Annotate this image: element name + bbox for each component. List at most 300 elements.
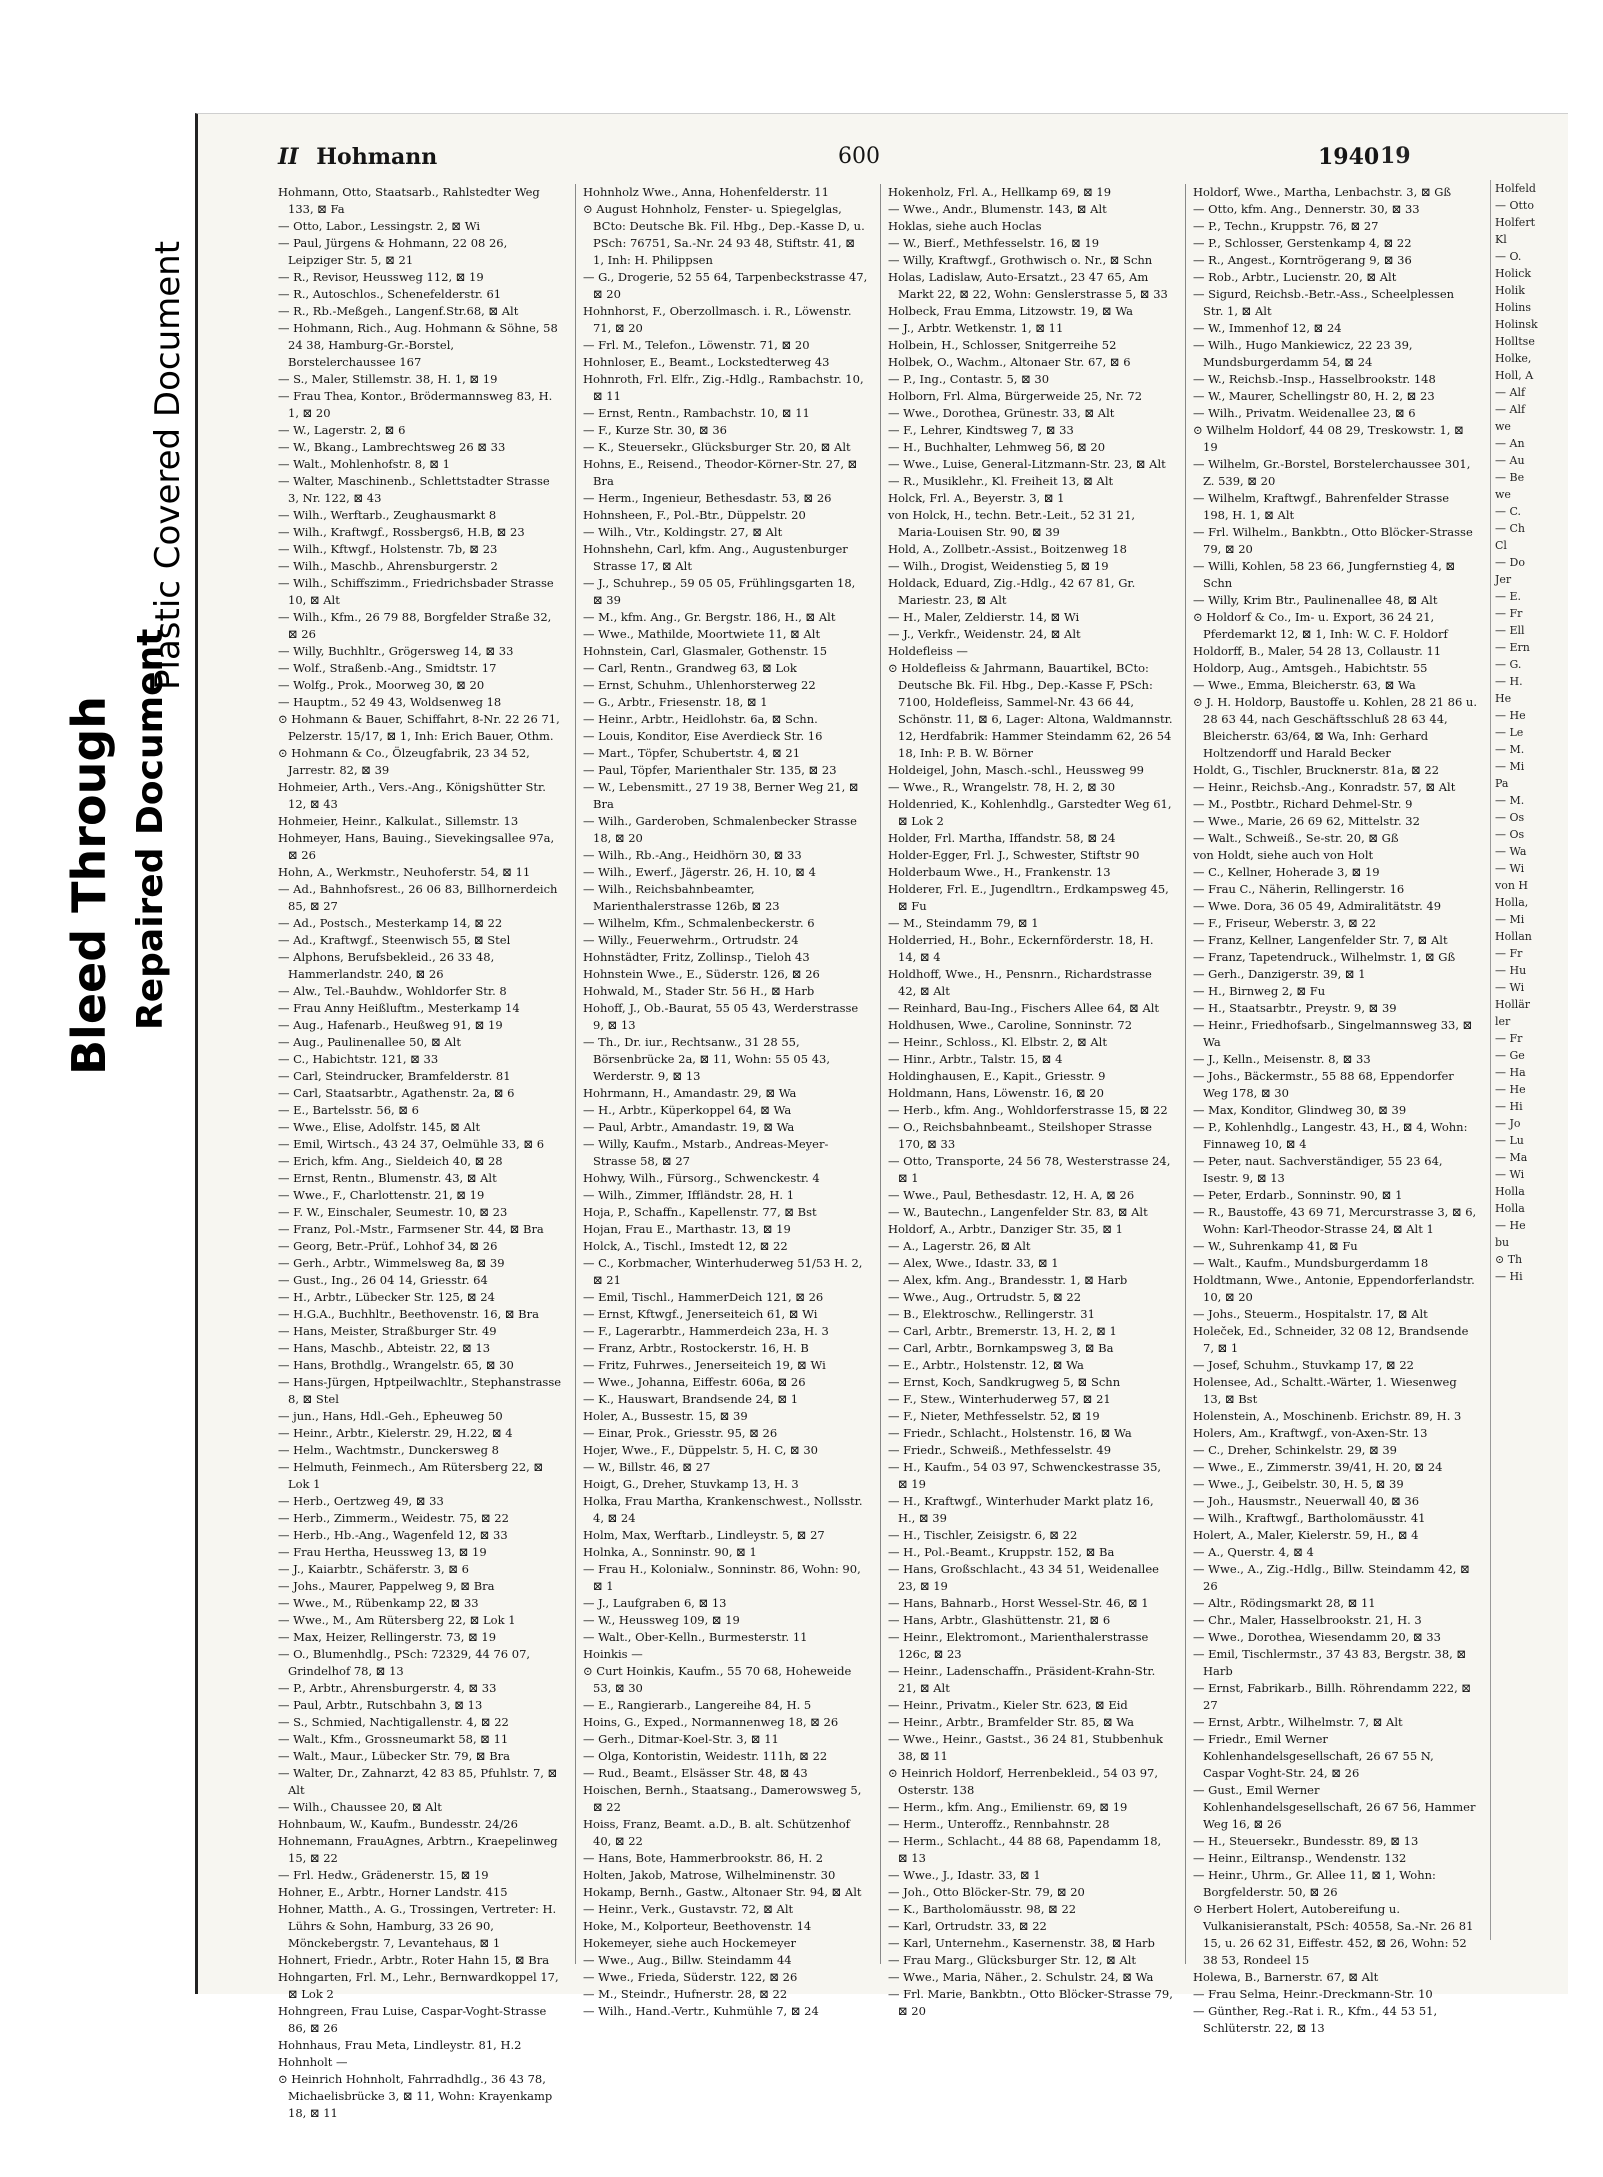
edge-fragment: Holla (1495, 1185, 1525, 1198)
directory-entry: — Heinr., Arbtr., Bramfelder Str. 85, ⊠ Wa (888, 1715, 1134, 1729)
directory-entry: — H.G.A., Buchhltr., Beethovenstr. 16, ⊠ Bra (278, 1307, 539, 1321)
edge-fragment: — Fr (1495, 607, 1523, 620)
directory-entry: — G., Drogerie, 52 55 64, Tarpenbeckstrasse 47, ⊠ 20 (583, 270, 868, 301)
directory-entry: Holborn, Frl. Alma, Bürgerweide 25, Nr. 72 (888, 389, 1143, 403)
column-1 (278, 184, 563, 2120)
directory-entry: — Hans, Großschlacht., 43 34 51, Weidenallee 23, ⊠ 19 (888, 1562, 1159, 1593)
directory-entry: — Walt., Maur., Lübecker Str. 79, ⊠ Bra (278, 1749, 510, 1763)
directory-entry: — Sigurd, Reichsb.-Betr.-Ass., Scheelplessen Str. 1, ⊠ Alt (1193, 287, 1455, 318)
directory-entry: — Frau C., Näherin, Rellingerstr. 16 (1193, 882, 1405, 896)
directory-entry: Hojan, Frau E., Marthastr. 13, ⊠ 19 (583, 1222, 791, 1236)
directory-entry: — M., kfm. Ang., Gr. Bergstr. 186, H., ⊠ Alt (583, 610, 836, 624)
edge-fragment: — Hi (1495, 1100, 1523, 1113)
directory-entry: — Franz, Pol.-Mstr., Farmsener Str. 44, ⊠ Bra (278, 1222, 544, 1236)
directory-entry: — Karl, Unternehm., Kasernenstr. 38, ⊠ Harb (888, 1936, 1155, 1950)
directory-entry: Holdhoff, Wwe., H., Pensnrn., Richardstrasse 42, ⊠ Alt (888, 967, 1152, 998)
directory-entry: — J., Laufgraben 6, ⊠ 13 (583, 1596, 727, 1610)
directory-entry: von Holck, H., techn. Betr.-Leit., 52 31 21, Maria-Louisen Str. 90, ⊠ 39 (888, 508, 1136, 539)
directory-entry: ⊙ Heinrich Holdorf, Herrenbekleid., 54 03 97, Osterstr. 138 (888, 1766, 1158, 1797)
directory-entry: — Wolf., Straßenb.-Ang., Smidtstr. 17 (278, 661, 497, 675)
directory-entry: Holdorff, B., Maler, 54 28 13, Collaustr. 11 (1193, 644, 1442, 658)
edge-fragment: — Ma (1495, 1151, 1528, 1164)
directory-entry: — W., Lebensmitt., 27 19 38, Berner Weg 21, ⊠ Bra (583, 780, 859, 811)
directory-entry: — Wilh., Maschb., Ahrensburgerstr. 2 (278, 559, 498, 573)
edge-fragment: we (1495, 488, 1511, 501)
directory-entry: — H., Buchhalter, Lehmweg 56, ⊠ 20 (888, 440, 1106, 454)
directory-entry: — Willy, Krim Btr., Paulinenallee 48, ⊠ Alt (1193, 593, 1438, 607)
directory-entry: — Hauptm., 52 49 43, Woldsenweg 18 (278, 695, 502, 709)
directory-entry: — Wwe., Luise, General-Litzmann-Str. 23, ⊠ Alt (888, 457, 1166, 471)
directory-entry: Hoke, M., Kolporteur, Beethovenstr. 14 (583, 1919, 812, 1933)
directory-entry: — Franz, Kellner, Langenfelder Str. 7, ⊠ Alt (1193, 933, 1448, 947)
directory-entry: — Heinr., Privatm., Kieler Str. 623, ⊠ Eid (888, 1698, 1128, 1712)
directory-entry: — Joh., Hausmstr., Neuerwall 40, ⊠ 36 (1193, 1494, 1420, 1508)
directory-entry: — W., Heussweg 109, ⊠ 19 (583, 1613, 740, 1627)
edge-fragment: — Wi (1495, 1168, 1525, 1181)
directory-entry: — Wwe., Aug., Ortrudstr. 5, ⊠ 22 (888, 1290, 1082, 1304)
directory-entry: Hohwald, M., Stader Str. 56 H., ⊠ Harb (583, 984, 815, 998)
edge-fragment: — Os (1495, 828, 1525, 841)
directory-entry: — Josef, Schuhm., Stuvkamp 17, ⊠ 22 (1193, 1358, 1414, 1372)
directory-entry: — Frl. Wilhelm., Bankbtn., Otto Blöcker-Strasse 79, ⊠ 20 (1193, 525, 1473, 556)
directory-entry: — C., Habichtstr. 121, ⊠ 33 (278, 1052, 439, 1066)
directory-entry: Holderer, Frl. E., Jugendltrn., Erdkampsweg 45, ⊠ Fu (888, 882, 1169, 913)
column-4 (1193, 184, 1478, 2035)
directory-entry: von Holdt, siehe auch von Holt (1193, 848, 1374, 862)
directory-entry: — Heinr., Verk., Gustavstr. 72, ⊠ Alt (583, 1902, 794, 1916)
edge-fragment: von H (1495, 879, 1529, 892)
directory-entry: — Friedr., Schlacht., Holstenstr. 16, ⊠ Wa (888, 1426, 1132, 1440)
directory-entry: Hohmeier, Arth., Vers.-Ang., Königshütter Str. 12, ⊠ 43 (278, 780, 546, 811)
directory-entry: — Wilhelm, Kraftwgf., Bahrenfelder Strasse 198, H. 1, ⊠ Alt (1193, 491, 1450, 522)
directory-entry: Hohnhorst, F., Oberzollmasch. i. R., Löwenstr. 71, ⊠ 20 (583, 304, 852, 335)
directory-entry: — A., Lagerstr. 26, ⊠ Alt (888, 1239, 1031, 1253)
directory-entry: Hoigt, G., Dreher, Stuvkamp 13, H. 3 (583, 1477, 799, 1491)
directory-entry: — Wwe., Elise, Adolfstr. 145, ⊠ Alt (278, 1120, 481, 1134)
directory-entry: Holck, A., Tischl., Imstedt 12, ⊠ 22 (583, 1239, 788, 1253)
directory-entry: — Th., Dr. iur., Rechtsanw., 31 28 55, Börsenbrücke 2a, ⊠ 11, Wohn: 55 05 43, Werderstr. 9, ⊠ 13 (583, 1035, 831, 1083)
directory-entry: — Wilh., Kraftwgf., Bartholomäusstr. 41 (1193, 1511, 1426, 1525)
directory-entry: ⊙ Hohmann & Bauer, Schiffahrt, 8-Nr. 22 26 71, Pelzerstr. 15/17, ⊠ 1, Inh: Erich Bauer, Othm. (278, 712, 560, 743)
directory-entry: — M., Postbtr., Richard Dehmel-Str. 9 (1193, 797, 1413, 811)
edge-fragment: Holltse (1495, 335, 1535, 348)
header-left (278, 144, 437, 170)
directory-entry: — Aug., Hafenarb., Heußweg 91, ⊠ 19 (278, 1018, 503, 1032)
directory-entry: — J., Arbtr. Wetkenstr. 1, ⊠ 11 (888, 321, 1064, 335)
directory-entry: — Heinr., Arbtr., Heidlohstr. 6a, ⊠ Schn. (583, 712, 818, 726)
directory-entry: Hohoff, J., Ob.-Baurat, 55 05 43, Werderstrasse 9, ⊠ 13 (583, 1001, 859, 1032)
page-roman-numeral: II (278, 144, 299, 170)
directory-entry: — H., Kaufm., 54 03 97, Schwenckestrasse 35, ⊠ 19 (888, 1460, 1162, 1491)
directory-entry: — K., Hauswart, Brandsende 24, ⊠ 1 (583, 1392, 799, 1406)
directory-entry: — B., Elektroschw., Rellingerstr. 31 (888, 1307, 1095, 1321)
directory-entry: — Otto, Labor., Lessingstr. 2, ⊠ Wi (278, 219, 481, 233)
directory-entry: Hohnstein Wwe., E., Süderstr. 126, ⊠ 26 (583, 967, 820, 981)
column-divider (1185, 184, 1186, 1964)
directory-entry: — Peter, Erdarb., Sonninstr. 90, ⊠ 1 (1193, 1188, 1403, 1202)
edge-fragment: — Fr (1495, 1032, 1523, 1045)
directory-entry: — Peter, naut. Sachverständiger, 55 23 64, Isestr. 9, ⊠ 13 (1193, 1154, 1443, 1185)
directory-entry: Hohn, A., Werkmstr., Neuhoferstr. 54, ⊠ 11 (278, 865, 531, 879)
directory-entry: — Hans, Arbtr., Glashüttenstr. 21, ⊠ 6 (888, 1613, 1111, 1627)
directory-entry: Hohnholt — (278, 2055, 348, 2069)
directory-entry: — Frau Selma, Heinr.-Dreckmann-Str. 10 (1193, 1987, 1433, 2001)
directory-entry: Hoinkis — (583, 1647, 643, 1661)
directory-entry: — Wwe., Maria, Näher., 2. Schulstr. 24, ⊠ Wa (888, 1970, 1154, 1984)
directory-entry: — R., Autoschlos., Schenefelderstr. 61 (278, 287, 502, 301)
directory-entry: Holdefleiss — (888, 644, 968, 658)
directory-entry: — Wilhelm, Kfm., Schmalenbeckerstr. 6 (583, 916, 815, 930)
directory-entry: Holdack, Eduard, Zig.-Hdlg., 42 67 81, Gr. Mariestr. 23, ⊠ Alt (888, 576, 1136, 607)
edge-fragment: — Ell (1495, 624, 1525, 637)
edge-fragment: — Ge (1495, 1049, 1525, 1062)
directory-entry: — Emil, Wirtsch., 43 24 37, Oelmühle 33, ⊠ 6 (278, 1137, 545, 1151)
directory-entry: — Hans, Maschb., Abteistr. 22, ⊠ 13 (278, 1341, 491, 1355)
directory-entry: — Emil, Tischlermstr., 37 43 83, Bergstr. 38, ⊠ Harb (1193, 1647, 1467, 1678)
directory-entry: — Franz, Arbtr., Rostockerstr. 16, H. B (583, 1341, 809, 1355)
directory-entry: — Olga, Kontoristin, Weidestr. 111h, ⊠ 22 (583, 1749, 828, 1763)
directory-entry: — Wwe., Johanna, Eiffestr. 606a, ⊠ 26 (583, 1375, 806, 1389)
directory-entry: — Paul, Arbtr., Amandastr. 19, ⊠ Wa (583, 1120, 795, 1134)
edge-fragment: — Ha (1495, 1066, 1526, 1079)
edge-fragment: we (1495, 420, 1511, 433)
directory-entry: — Gerh., Ditmar-Koel-Str. 3, ⊠ 11 (583, 1732, 779, 1746)
directory-entry: — Heinr., Elektromont., Marienthalerstrasse 126c, ⊠ 23 (888, 1630, 1149, 1661)
edge-fragment: — Au (1495, 454, 1525, 467)
directory-entry: — Wolfg., Prok., Moorweg 30, ⊠ 20 (278, 678, 485, 692)
directory-entry: — M., Steindamm 79, ⊠ 1 (888, 916, 1039, 930)
directory-entry: — Aug., Paulinenallee 50, ⊠ Alt (278, 1035, 461, 1049)
edge-fragment: Holik (1495, 284, 1525, 297)
directory-entry: — Ernst, Kftwgf., Jenerseiteich 61, ⊠ Wi (583, 1307, 818, 1321)
directory-entry: Hohner, Matth., A. G., Trossingen, Vertreter: H. Lührs & Sohn, Hamburg, 33 26 90, Mönckebergstr. 7, Levantehaus, ⊠ 1 (278, 1902, 557, 1950)
directory-entry: — Herm., Ingenieur, Bethesdastr. 53, ⊠ 26 (583, 491, 832, 505)
directory-entry: — Frau Anny Heißluftm., Mesterkamp 14 (278, 1001, 520, 1015)
directory-entry: — Mart., Töpfer, Schubertstr. 4, ⊠ 21 (583, 746, 801, 760)
edge-fragment: Holick (1495, 267, 1532, 280)
directory-entry: — Hans, Bote, Hammerbrookstr. 86, H. 2 (583, 1851, 824, 1865)
directory-entry: ⊙ Herbert Holert, Autobereifung u. Vulkanisieranstalt, PSch: 40558, Sa.-Nr. 26 81 15, u. 26 62 31, Eiffestr. 452, ⊠ 26, Wohn: 52 38 53, Rondeel 15 (1193, 1902, 1474, 1967)
directory-entry: — Johs., Bäckermstr., 55 88 68, Eppendorfer Weg 178, ⊠ 30 (1193, 1069, 1454, 1100)
directory-entry: Hojer, Wwe., F., Düppelstr. 5, H. C, ⊠ 30 (583, 1443, 818, 1457)
directory-entry: — Wwe., Marie, 26 69 62, Mittelstr. 32 (1193, 814, 1420, 828)
column-divider (880, 184, 881, 1964)
directory-entry: — C., Dreher, Schinkelstr. 29, ⊠ 39 (1193, 1443, 1397, 1457)
directory-entry: Holdorf, Wwe., Martha, Lenbachstr. 3, ⊠ Gß (1193, 185, 1452, 199)
edge-fragment: ⊙ Th (1495, 1253, 1523, 1266)
directory-entry: — F., Nieter, Methfesselstr. 52, ⊠ 19 (888, 1409, 1100, 1423)
directory-entry: — Walt., Kaufm., Mundsburgerdamm 18 (1193, 1256, 1429, 1270)
directory-entry: — Heinr., Schloss., Kl. Elbstr. 2, ⊠ Alt (888, 1035, 1107, 1049)
directory-entry: — E., Arbtr., Holstenstr. 12, ⊠ Wa (888, 1358, 1084, 1372)
directory-entry: Hoins, G., Exped., Normannenweg 18, ⊠ 26 (583, 1715, 839, 1729)
directory-entry: — Wwe., E., Zimmerstr. 39/41, H. 20, ⊠ 24 (1193, 1460, 1443, 1474)
directory-entry: — Ernst, Koch, Sandkrugweg 5, ⊠ Schn (888, 1375, 1121, 1389)
directory-entry: — Ad., Bahnhofsrest., 26 06 83, Billhornerdeich 85, ⊠ 27 (278, 882, 558, 913)
directory-entry: ⊙ Holdorf & Co., Im- u. Export, 36 24 21, Pferdemarkt 12, ⊠ 1, Inh: W. C. F. Holdorf (1193, 610, 1448, 641)
edge-fragment: Hollär (1495, 998, 1531, 1011)
edge-fragment: Holke, (1495, 352, 1532, 365)
directory-entry: — Gerh., Danzigerstr. 39, ⊠ 1 (1193, 967, 1366, 981)
directory-entry: — Joh., Otto Blöcker-Str. 79, ⊠ 20 (888, 1885, 1085, 1899)
edge-fragment: — Wi (1495, 862, 1525, 875)
edge-fragment: — Be (1495, 471, 1525, 484)
directory-entry: — H., Birnweg 2, ⊠ Fu (1193, 984, 1326, 998)
directory-entry: — Wwe., Frieda, Süderstr. 122, ⊠ 26 (583, 1970, 798, 1984)
directory-entry: — Wilh., Schiffszimm., Friedrichsbader Strasse 10, ⊠ Alt (278, 576, 554, 607)
directory-entry: — A., Querstr. 4, ⊠ 4 (1193, 1545, 1314, 1559)
directory-page (195, 113, 1568, 2120)
directory-entry: — Frl. M., Telefon., Löwenstr. 71, ⊠ 20 (583, 338, 810, 352)
directory-entry: — Wwe., Dorothea, Grünestr. 33, ⊠ Alt (888, 406, 1115, 420)
directory-entry: — W., Maurer, Schellingstr 80, H. 2, ⊠ 23 (1193, 389, 1435, 403)
directory-entry: — Fritz, Fuhrwes., Jenerseiteich 19, ⊠ Wi (583, 1358, 826, 1372)
directory-entry: — Altr., Rödingsmarkt 28, ⊠ 11 (1193, 1596, 1376, 1610)
directory-entry: — H., Pol.-Beamt., Kruppstr. 152, ⊠ Ba (888, 1545, 1115, 1559)
edge-fragment: — An (1495, 437, 1525, 450)
directory-entry: — Wilh., Hand.-Vertr., Kuhmühle 7, ⊠ 24 (583, 2004, 819, 2018)
directory-entry: — Erich, kfm. Ang., Sieldeich 40, ⊠ 28 (278, 1154, 503, 1168)
directory-entry: Holka, Frau Martha, Krankenschwest., Nollsstr. 4, ⊠ 24 (583, 1494, 863, 1525)
directory-entry: — Wilh., Kftwgf., Holstenstr. 7b, ⊠ 23 (278, 542, 498, 556)
directory-entry: — Herb., Zimmerm., Weidestr. 75, ⊠ 22 (278, 1511, 509, 1525)
edge-fragment: Jer (1495, 573, 1512, 586)
directory-entry: — H., Arbtr., Küperkoppel 64, ⊠ Wa (583, 1103, 792, 1117)
directory-entry: — Wwe., M., Am Rütersberg 22, ⊠ Lok 1 (278, 1613, 516, 1627)
directory-entry: — Wilh., Drogist, Weidenstieg 5, ⊠ 19 (888, 559, 1109, 573)
directory-entry: — W., Billstr. 46, ⊠ 27 (583, 1460, 711, 1474)
directory-entry: — P., Arbtr., Ahrensburgerstr. 4, ⊠ 33 (278, 1681, 497, 1695)
directory-entry: — Einar, Prok., Griesstr. 95, ⊠ 26 (583, 1426, 778, 1440)
directory-entry: — Wwe., Andr., Blumenstr. 143, ⊠ Alt (888, 202, 1107, 216)
directory-entry: — Carl, Rentn., Grandweg 63, ⊠ Lok (583, 661, 797, 675)
directory-entry: Hokemeyer, siehe auch Hockemeyer (583, 1936, 796, 1950)
directory-entry: — jun., Hans, Hdl.-Geh., Epheuweg 50 (278, 1409, 503, 1423)
edge-fragment: — Alf (1495, 403, 1526, 416)
scan-side-labels (0, 0, 190, 2177)
edge-fragment: — Wa (1495, 845, 1527, 858)
directory-entry: Hoiss, Franz, Beamt. a.D., B. alt. Schützenhof 40, ⊠ 22 (583, 1817, 850, 1848)
directory-entry: Holdtmann, Wwe., Antonie, Eppendorferlandstr. 10, ⊠ 20 (1193, 1273, 1475, 1304)
directory-entry: Holbein, H., Schlosser, Snitgerreihe 52 (888, 338, 1117, 352)
directory-entry: — Rud., Beamt., Elsässer Str. 48, ⊠ 43 (583, 1766, 808, 1780)
directory-entry: — Ernst, Fabrikarb., Billh. Röhrendamm 222, ⊠ 27 (1193, 1681, 1472, 1712)
directory-entry: — J., Verkfr., Weidenstr. 24, ⊠ Alt (888, 627, 1081, 641)
directory-entry: — Heinr., Ladenschaffn., Präsident-Krahn-Str. 21, ⊠ Alt (888, 1664, 1156, 1695)
directory-entry: — P., Schlosser, Gerstenkamp 4, ⊠ 22 (1193, 236, 1412, 250)
directory-entry: — Hans, Bahnarb., Horst Wessel-Str. 46, ⊠ 1 (888, 1596, 1149, 1610)
running-surname: Hohmann (316, 144, 438, 170)
directory-entry: — Gerh., Arbtr., Wimmelsweg 8a, ⊠ 39 (278, 1256, 505, 1270)
directory-entry: — H., Kraftwgf., Winterhuder Markt platz 16, H., ⊠ 39 (888, 1494, 1154, 1525)
directory-entry: Holbeck, Frau Emma, Litzowstr. 19, ⊠ Wa (888, 304, 1134, 318)
edge-fragment: — G. (1495, 658, 1522, 671)
directory-entry: — F. W., Einschaler, Seumestr. 10, ⊠ 23 (278, 1205, 508, 1219)
directory-entry: Hohnloser, E., Beamt., Lockstedterweg 43 (583, 355, 830, 369)
directory-entry: — Willy, Buchhltr., Grögersweg 14, ⊠ 33 (278, 644, 514, 658)
directory-entry: — Wilh., Hugo Mankiewicz, 22 23 39, Mundsburgerdamm 54, ⊠ 24 (1193, 338, 1413, 369)
directory-entry: — Gust., Emil Werner Kohlenhandelsgesellschaft, 26 67 56, Hammer Weg 16, ⊠ 26 (1193, 1783, 1476, 1831)
directory-entry: — Alex, Wwe., Idastr. 33, ⊠ 1 (888, 1256, 1059, 1270)
edge-fragment: Holins (1495, 301, 1531, 314)
edge-fragment: Holfeld (1495, 182, 1536, 195)
directory-entry: — Ernst, Rentn., Blumenstr. 43, ⊠ Alt (278, 1171, 497, 1185)
edge-fragment: He (1495, 692, 1512, 705)
directory-entry: — Frau Hertha, Heussweg 13, ⊠ 19 (278, 1545, 487, 1559)
directory-entry: — Helmuth, Feinmech., Am Rütersberg 22, ⊠ Lok 1 (278, 1460, 544, 1491)
directory-entry: — R., Musiklehr., Kl. Freiheit 13, ⊠ Alt (888, 474, 1114, 488)
edge-fragment: Holla (1495, 1202, 1525, 1215)
directory-entry: — Wilh., Kraftwgf., Rossbergs6, H.B, ⊠ 23 (278, 525, 525, 539)
directory-entry: Hohnholz Wwe., Anna, Hohenfelderstr. 11 (583, 185, 829, 199)
directory-entry: — Herb., Oertzweg 49, ⊠ 33 (278, 1494, 444, 1508)
directory-entry: — Wilh., Chaussee 20, ⊠ Alt (278, 1800, 442, 1814)
directory-entry: Hohns, E., Reisend., Theodor-Körner-Str. 27, ⊠ Bra (583, 457, 858, 488)
directory-entry: Hohmeyer, Hans, Bauing., Sievekingsallee 97a, ⊠ 26 (278, 831, 555, 862)
directory-entry: — Walter, Dr., Zahnarzt, 42 83 85, Pfuhlstr. 7, ⊠ Alt (278, 1766, 558, 1797)
directory-entry: Holderried, H., Bohr., Eckernförderstr. 18, H. 14, ⊠ 4 (888, 933, 1154, 964)
directory-entry: — P., Ing., Contastr. 5, ⊠ 30 (888, 372, 1050, 386)
directory-entry: — F., Lagerarbtr., Hammerdeich 23a, H. 3 (583, 1324, 829, 1338)
directory-entry: — Johs., Maurer, Pappelweg 9, ⊠ Bra (278, 1579, 495, 1593)
directory-entry: Hoja, P., Schaffn., Kapellenstr. 77, ⊠ Bst (583, 1205, 817, 1219)
directory-entry: ⊙ Hohmann & Co., Ölzeugfabrik, 23 34 52, Jarrestr. 82, ⊠ 39 (278, 746, 530, 777)
directory-entry: — Wilh., Garderoben, Schmalenbecker Strasse 18, ⊠ 20 (583, 814, 857, 845)
directory-entry: — Heinr., Arbtr., Kielerstr. 29, H.22, ⊠ 4 (278, 1426, 513, 1440)
directory-entry: Hoischen, Bernh., Staatsang., Damerowsweg 5, ⊠ 22 (583, 1783, 862, 1814)
directory-entry: — P., Kohlenhdlg., Langestr. 43, H., ⊠ 4, Wohn: Finnaweg 10, ⊠ 4 (1193, 1120, 1468, 1151)
next-page-year: 19 (1380, 143, 1411, 169)
directory-entry: — H., Steuersekr., Bundesstr. 89, ⊠ 13 (1193, 1834, 1419, 1848)
directory-entry: — Wwe., Heinr., Gastst., 36 24 81, Stubbenhuk 38, ⊠ 11 (888, 1732, 1163, 1763)
column-divider (575, 184, 576, 1964)
directory-entry: — F., Lehrer, Kindtsweg 7, ⊠ 33 (888, 423, 1074, 437)
directory-entry: ⊙ Heinrich Hohnholt, Fahrradhdlg., 36 43 78, Michaelisbrücke 3, ⊠ 11, Wohn: Krayenkamp 18, ⊠ 11 (278, 2072, 553, 2120)
directory-entry: — Heinr., Eiltransp., Wendenstr. 132 (1193, 1851, 1407, 1865)
directory-entry: Hohmeier, Heinr., Kalkulat., Sillemstr. 13 (278, 814, 519, 828)
edge-fragment: — Alf (1495, 386, 1526, 399)
directory-entry: — Wilh., Rb.-Ang., Heidhörn 30, ⊠ 33 (583, 848, 802, 862)
directory-entry: Holdenried, K., Kohlenhdlg., Garstedter Weg 61, ⊠ Lok 2 (888, 797, 1172, 828)
directory-entry: — Otto, kfm. Ang., Dennerstr. 30, ⊠ 33 (1193, 202, 1420, 216)
directory-entry: — W., Reichsb.-Insp., Hasselbrookstr. 148 (1193, 372, 1436, 386)
directory-entry: — Heinr., Reichsb.-Ang., Konradstr. 57, ⊠ Alt (1193, 780, 1456, 794)
directory-entry: — Carl, Steindrucker, Bramfelderstr. 81 (278, 1069, 511, 1083)
directory-entry: — R., Rb.-Meßgeh., Langenf.Str.68, ⊠ Alt (278, 304, 519, 318)
directory-entry: — Hohmann, Rich., Aug. Hohmann & Söhne, 58 24 38, Hamburg-Gr.-Borstel, Borstelerchaussee 167 (278, 321, 558, 369)
directory-entry: — Herm., kfm. Ang., Emilienstr. 69, ⊠ 19 (888, 1800, 1128, 1814)
edge-fragment: — C. (1495, 505, 1522, 518)
directory-entry: — F., Stew., Winterhuderweg 57, ⊠ 21 (888, 1392, 1111, 1406)
directory-entry: — J., Schuhrep., 59 05 05, Frühlingsgarten 18, ⊠ 39 (583, 576, 856, 607)
directory-entry: — W., Bkang., Lambrechtsweg 26 ⊠ 33 (278, 440, 506, 454)
edge-fragment: — Ch (1495, 522, 1525, 535)
directory-entry: — Frau Marg., Glücksburger Str. 12, ⊠ Alt (888, 1953, 1137, 1967)
directory-entry: Hohnshehn, Carl, kfm. Ang., Augustenburger Strasse 17, ⊠ Alt (583, 542, 848, 573)
edge-fragment: — M. (1495, 743, 1525, 756)
directory-entry: — Alw., Tel.-Bauhdw., Wohldorfer Str. 8 (278, 984, 507, 998)
directory-entry: — Günther, Reg.-Rat i. R., Kfm., 44 53 51, Schlüterstr. 22, ⊠ 13 (1193, 2004, 1438, 2035)
directory-entry: Holensee, Ad., Schaltt.-Wärter, 1. Wiesenweg 13, ⊠ Bst (1193, 1375, 1457, 1406)
directory-entry: Hohnroth, Frl. Elfr., Zig.-Hdlg., Rambachstr. 10, ⊠ 11 (583, 372, 864, 403)
directory-entry: — Paul, Jürgens & Hohmann, 22 08 26, Leipziger Str. 5, ⊠ 21 (278, 236, 508, 267)
edge-fragment: — Le (1495, 726, 1524, 739)
next-page-edge (1490, 180, 1603, 1940)
directory-entry: — W., Bautechn., Langenfelder Str. 83, ⊠ Alt (888, 1205, 1148, 1219)
directory-entry: Hohnsheen, F., Pol.-Btr., Düppelstr. 20 (583, 508, 806, 522)
directory-entry: — Wwe. Dora, 36 05 49, Admiralitätstr. 49 (1193, 899, 1442, 913)
directory-entry: Hohmann, Otto, Staatsarb., Rahlstedter Weg 133, ⊠ Fa (278, 185, 540, 216)
directory-entry: Holten, Jakob, Matrose, Wilhelminenstr. 30 (583, 1868, 836, 1882)
directory-entry: Holdorf, A., Arbtr., Danziger Str. 35, ⊠ 1 (888, 1222, 1123, 1236)
edge-fragment: Holl, A (1495, 369, 1534, 382)
directory-entry: — Carl, Staatsarbtr., Agathenstr. 2a, ⊠ 6 (278, 1086, 515, 1100)
edge-fragment: — Mi (1495, 760, 1525, 773)
listing-columns (278, 184, 1498, 2120)
directory-entry: Hokamp, Bernh., Gastw., Altonaer Str. 94, ⊠ Alt (583, 1885, 862, 1899)
directory-entry: — Walt., Schweiß., Se-str. 20, ⊠ Gß (1193, 831, 1399, 845)
directory-entry: — Wilh., Zimmer, Iffländstr. 28, H. 1 (583, 1188, 795, 1202)
directory-entry: Holewa, B., Barnerstr. 67, ⊠ Alt (1193, 1970, 1379, 1984)
directory-entry: — Paul, Töpfer, Marienthaler Str. 135, ⊠ 23 (583, 763, 837, 777)
directory-entry: — Ernst, Arbtr., Wilhelmstr. 7, ⊠ Alt (1193, 1715, 1403, 1729)
directory-entry: — Helm., Wachtmstr., Dunckersweg 8 (278, 1443, 499, 1457)
directory-entry: — Ad., Postsch., Mesterkamp 14, ⊠ 22 (278, 916, 503, 930)
directory-entry: — K., Steuersekr., Glücksburger Str. 20, ⊠ Alt (583, 440, 851, 454)
directory-entry: — Wwe., J., Geibelstr. 30, H. 5, ⊠ 39 (1193, 1477, 1404, 1491)
directory-entry: Hohnhaus, Frau Meta, Lindleystr. 81, H.2 (278, 2038, 522, 2052)
directory-entry: — Herm., Unteroffz., Rennbahnstr. 28 (888, 1817, 1110, 1831)
edge-fragment: — He (1495, 709, 1526, 722)
directory-entry: — K., Bartholomäusstr. 98, ⊠ 22 (888, 1902, 1077, 1916)
directory-entry: — Wwe., Aug., Billw. Steindamm 44 (583, 1953, 792, 1967)
directory-entry: — Ernst, Schuhm., Uhlenhorsterweg 22 (583, 678, 816, 692)
directory-entry: — Wilh., Ewerf., Jägerstr. 26, H. 10, ⊠ 4 (583, 865, 816, 879)
directory-entry: — Herm., Schlacht., 44 88 68, Papendamm 18, ⊠ 13 (888, 1834, 1162, 1865)
edge-fragment: — H. (1495, 675, 1523, 688)
directory-entry: — Gust., Ing., 26 04 14, Griesstr. 64 (278, 1273, 488, 1287)
directory-entry: Holck, Frl. A., Beyerstr. 3, ⊠ 1 (888, 491, 1065, 505)
directory-entry: ⊙ Holdefleiss & Jahrmann, Bauartikel, BCto: Deutsche Bk. Fil. Hbg., Dep.-Kasse F, PSch: 7100, Holdefleiss, Sammel-Nr. 43 66 44, Schönstr. 11, ⊠ 6, Lager: Altona, Waldmannstr. 12, Herdfabrik: Hammer Steindamm 62, 26 54 18, Inh: P. B. W. Börner (888, 661, 1173, 760)
directory-entry: — Willy., Feuerwehrm., Ortrudstr. 24 (583, 933, 799, 947)
directory-entry: — Wwe., Emma, Bleicherstr. 63, ⊠ Wa (1193, 678, 1416, 692)
directory-entry: — J., Kaiarbtr., Schäferstr. 3, ⊠ 6 (278, 1562, 469, 1576)
edge-fragment: — Mi (1495, 913, 1525, 926)
directory-entry: — Karl, Ortrudstr. 33, ⊠ 22 (888, 1919, 1047, 1933)
directory-entry: — Louis, Konditor, Eise Averdieck Str. 16 (583, 729, 823, 743)
directory-entry: Hohnemann, FrauAgnes, Arbtrn., Kraepelinweg 15, ⊠ 22 (278, 1834, 558, 1865)
directory-entry: — H., Staatsarbtr., Preystr. 9, ⊠ 39 (1193, 1001, 1397, 1015)
directory-entry: — Wilh., Kfm., 26 79 88, Borgfelder Straße 32, ⊠ 26 (278, 610, 552, 641)
directory-entry: — O., Blumenhdlg., PSch: 72329, 44 76 07, Grindelhof 78, ⊠ 13 (278, 1647, 531, 1678)
directory-entry: Holdmann, Hans, Löwenstr. 16, ⊠ 20 (888, 1086, 1104, 1100)
edge-fragment: — Jo (1495, 1117, 1521, 1130)
directory-entry: Hokenholz, Frl. A., Hellkamp 69, ⊠ 19 (888, 185, 1112, 199)
directory-entry: — Wwe., F., Charlottenstr. 21, ⊠ 19 (278, 1188, 485, 1202)
directory-entry: Hold, A., Zollbetr.-Assist., Boitzenweg 18 (888, 542, 1127, 556)
column-3 (888, 184, 1173, 2018)
directory-entry: — Wwe., R., Wrangelstr. 78, H. 2, ⊠ 30 (888, 780, 1116, 794)
directory-entry: — O., Reichsbahnbeamt., Steilshoper Strasse 170, ⊠ 33 (888, 1120, 1152, 1151)
directory-entry: ⊙ Wilhelm Holdorf, 44 08 29, Treskowstr. 1, ⊠ 19 (1193, 423, 1464, 454)
directory-entry: Holder-Egger, Frl. J., Schwester, Stiftstr 90 (888, 848, 1140, 862)
directory-entry: — Carl, Arbtr., Bornkampsweg 3, ⊠ Ba (888, 1341, 1114, 1355)
edge-fragment: Holla, (1495, 896, 1529, 909)
directory-entry: — Wilh., Vtr., Koldingstr. 27, ⊠ Alt (583, 525, 783, 539)
directory-entry: — Willy, Kraftwgf., Grothwisch o. Nr., ⊠ Schn (888, 253, 1153, 267)
edge-fragment: Pa (1495, 777, 1509, 790)
page-header (278, 144, 1568, 184)
